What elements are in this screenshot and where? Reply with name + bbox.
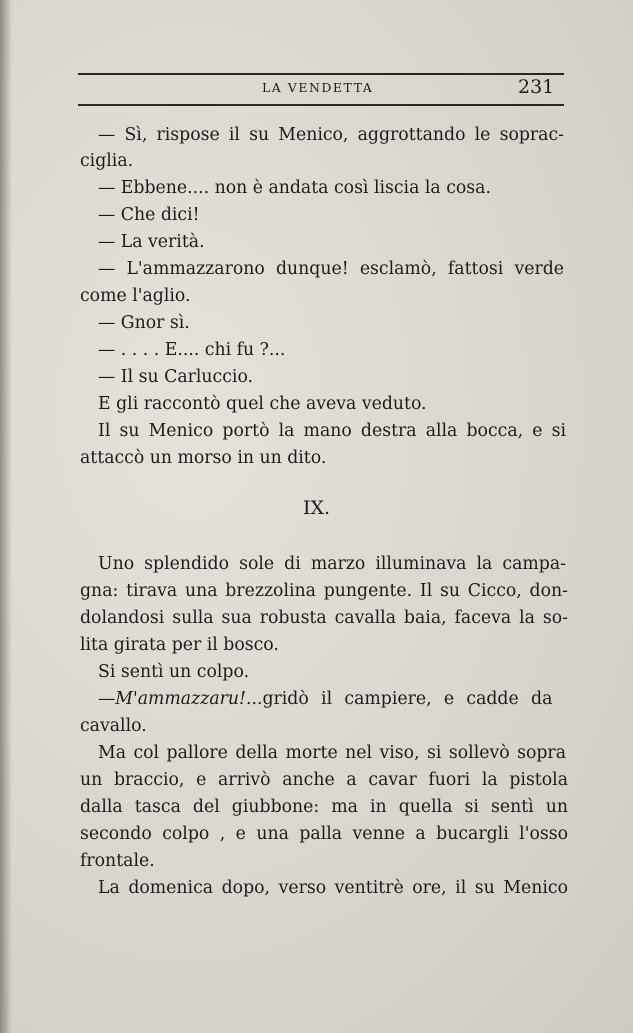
text-line: dolandosi sulla sua robusta cavalla baia, faceva la so- — [80, 608, 568, 628]
text-line: cavallo. — [80, 716, 147, 736]
text-line: Si sentì un colpo. — [98, 662, 250, 682]
text-line: — La verità. — [98, 232, 205, 252]
text-line: Ma col pallore della morte nel viso, si sollevò sopra — [98, 743, 566, 763]
text-line: attaccò un morso in un dito. — [80, 448, 327, 468]
text-line: Il su Menico portò la mano destra alla bocca, e si — [98, 421, 566, 441]
running-title: LA VENDETTA — [262, 80, 374, 95]
text-line: — Ebbene.... non è andata così liscia la cosa. — [98, 178, 491, 198]
text-line: — Gnor sì. — [98, 313, 190, 333]
text-line: —M'ammazzaru!...gridò il campiere, e cadde da — [98, 689, 553, 709]
page-number: 231 — [518, 76, 555, 98]
text-line: — Che dici! — [98, 205, 200, 225]
text-line: — L'ammazzarono dunque! esclamò, fattosi verde — [98, 259, 564, 279]
text-line: ciglia. — [80, 151, 134, 171]
text-line: come l'aglio. — [80, 286, 191, 306]
text-line: E gli raccontò quel che aveva veduto. — [98, 394, 427, 414]
text-line: dalla tasca del giubbone: ma in quella si sentì un — [80, 797, 568, 817]
text-line: frontale. — [80, 851, 155, 871]
text-line: — Il su Carluccio. — [98, 367, 254, 387]
header-rule-top — [78, 73, 564, 75]
header-rule-bottom — [78, 104, 564, 106]
text-line: Uno splendido sole di marzo illuminava la campa- — [98, 554, 566, 574]
text-line: lita girata per il bosco. — [80, 635, 279, 655]
text-line: La domenica dopo, verso ventitrè ore, il su Menico — [98, 878, 568, 898]
text-line: — Sì, rispose il su Menico, aggrottando le soprac- — [98, 125, 564, 145]
text-line: un braccio, e arrivò anche a cavar fuori la pistola — [80, 770, 568, 790]
text-line: — . . . . E.... chi fu ?... — [98, 340, 286, 360]
text-line: secondo colpo , e una palla venne a bucargli l'osso — [80, 824, 568, 844]
text-line: gna: tirava una brezzolina pungente. Il su Cicco, don- — [80, 581, 568, 601]
section-heading: IX. — [302, 497, 331, 519]
italic-exclamation: M'ammazzaru!... — [115, 689, 263, 709]
